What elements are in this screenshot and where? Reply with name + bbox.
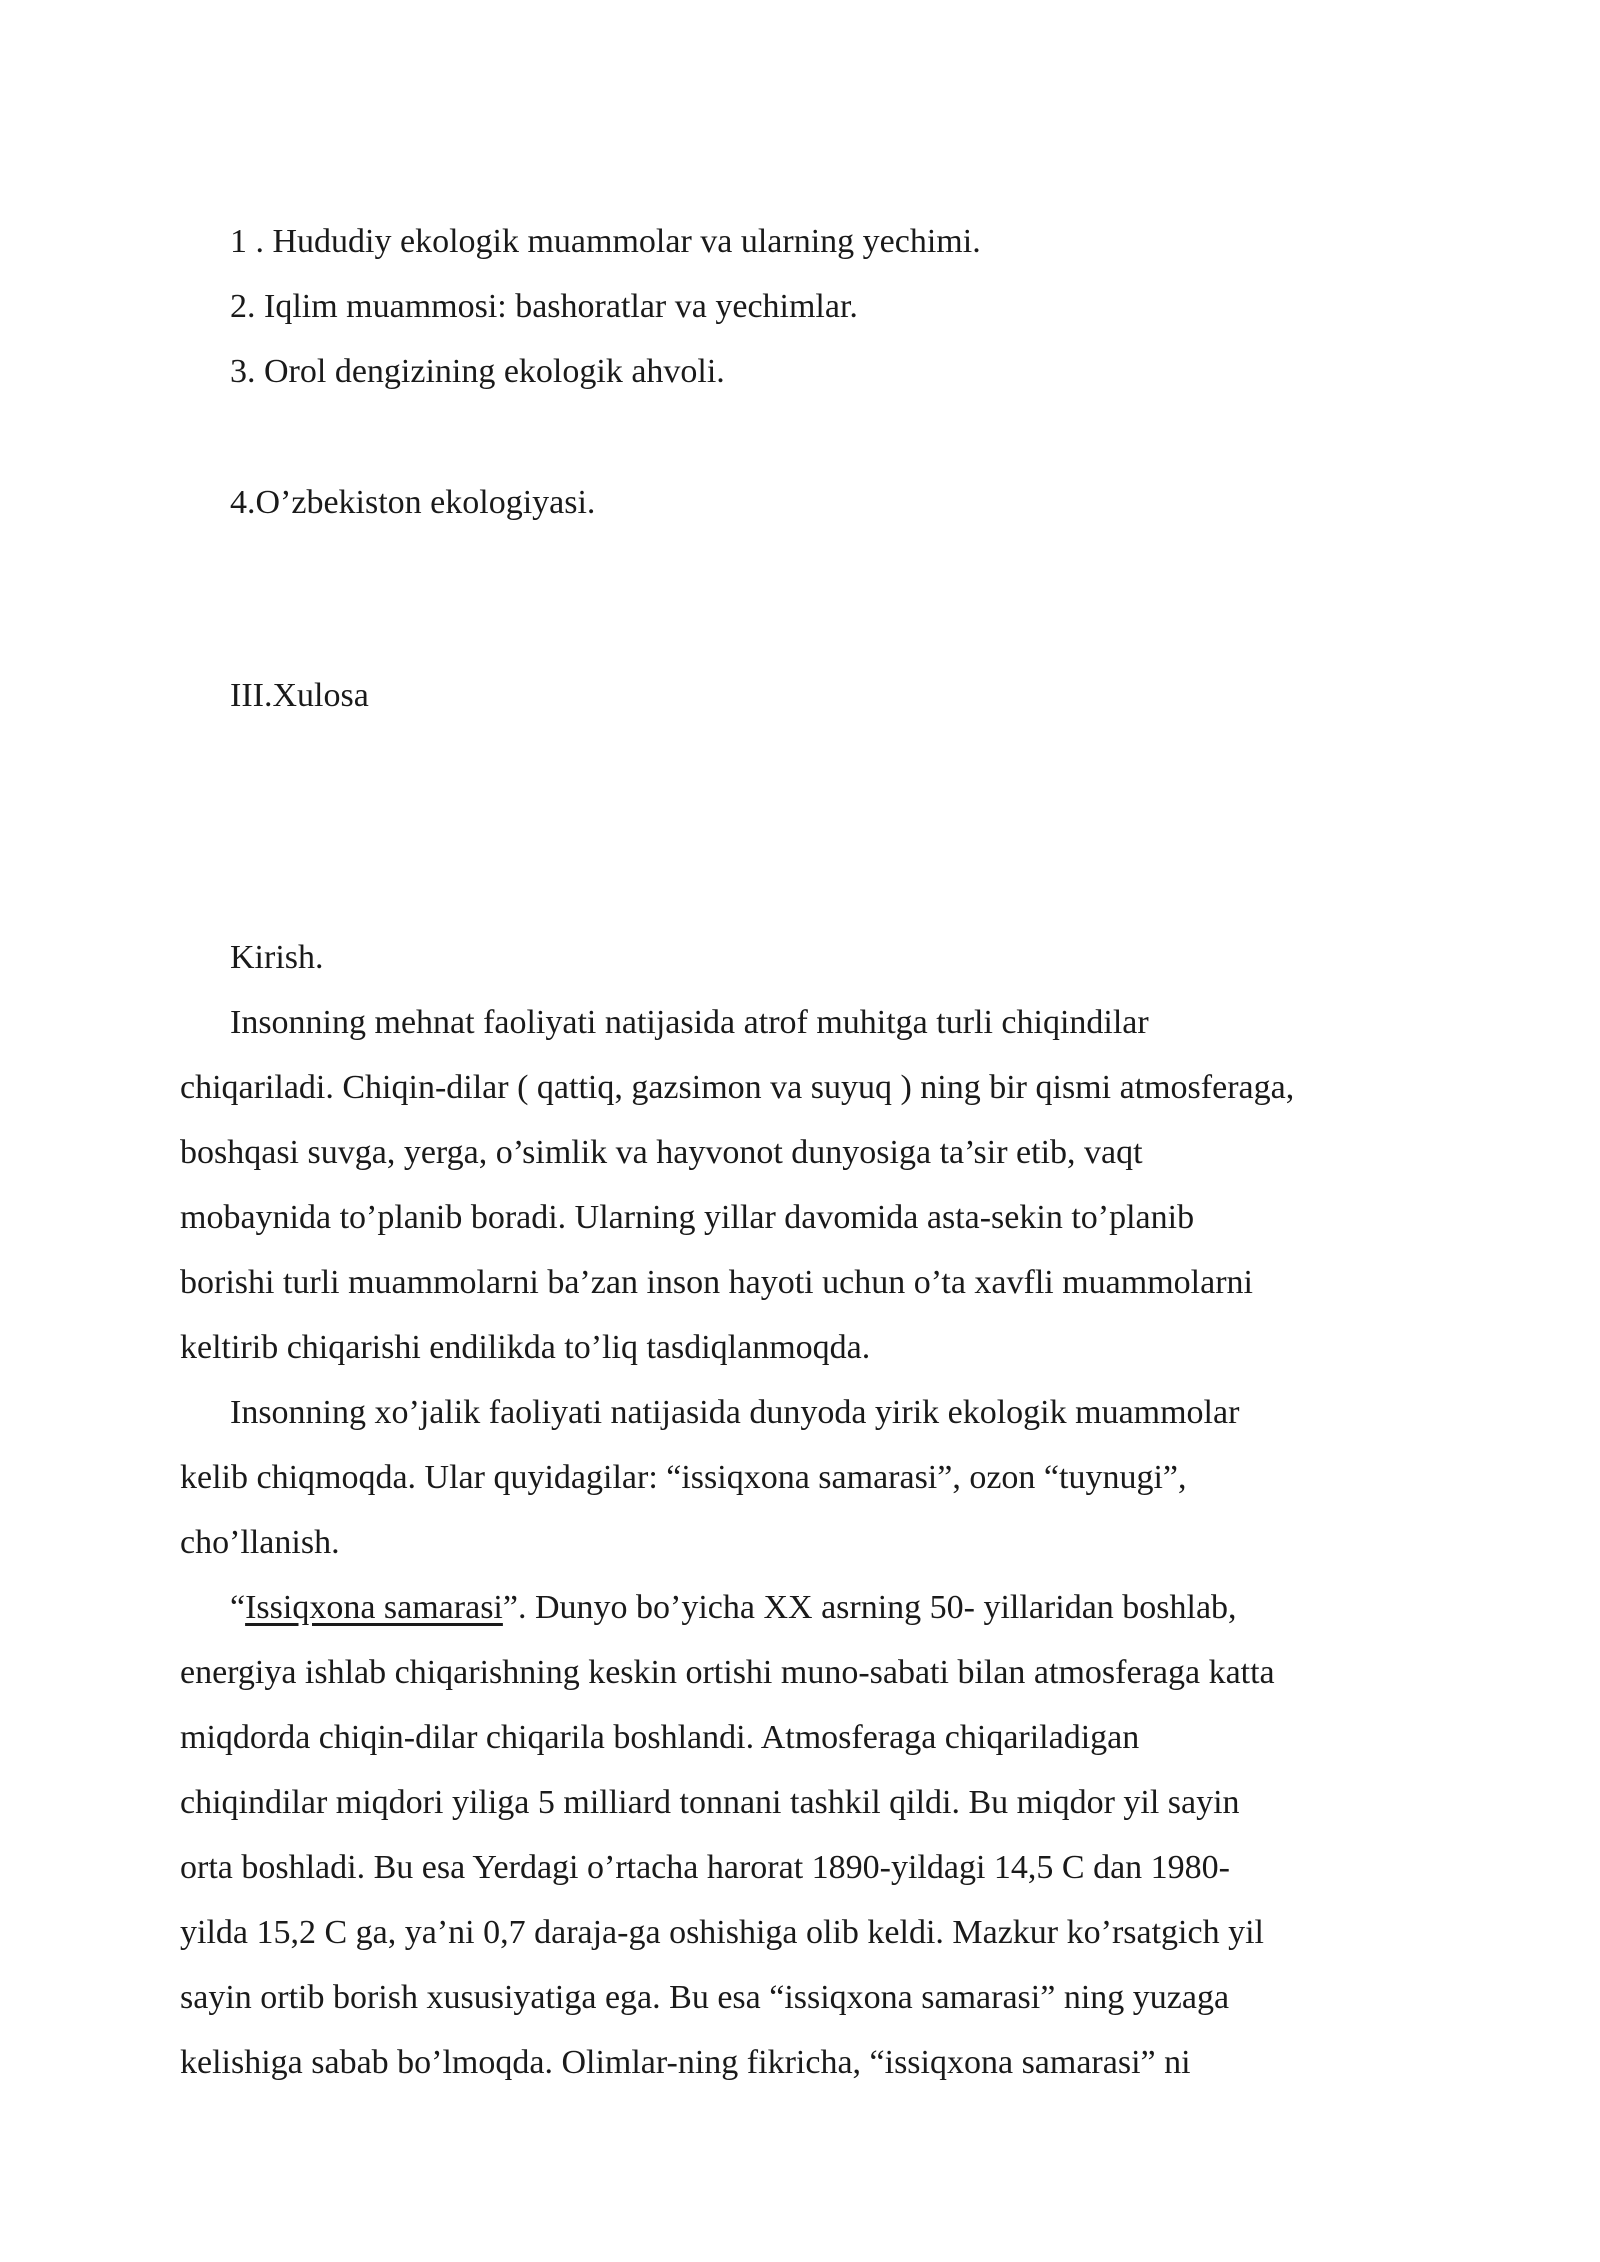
paragraph-3-line: kelishiga sabab bo’lmoqda. Olimlar-ning fikricha, “issiqxona samarasi” ni	[180, 2044, 1191, 2081]
paragraph-1-line: chiqariladi. Chiqin-dilar ( qattiq, gazsimon va suyuq ) ning bir qismi atmosferaga,	[180, 1069, 1295, 1106]
open-quote: “	[230, 1589, 246, 1626]
paragraph-1-line: Insonning mehnat faoliyati natijasida atrof muhitga turli chiqindilar	[230, 1004, 1149, 1041]
paragraph-1-line: borishi turli muammolarni ba’zan inson hayoti uchun o’ta xavfli muammolarni	[180, 1264, 1253, 1301]
paragraph-3-first-line-rest: ”. Dunyo bo’yicha XX asrning 50- yillaridan boshlab,	[502, 1589, 1237, 1626]
paragraph-2-line: Insonning xo’jalik faoliyati natijasida dunyoda yirik ekologik muammolar	[230, 1394, 1240, 1431]
issiqxona-samarasi-link[interactable]: Issiqxona samarasi	[245, 1589, 503, 1626]
intro-heading: Kirish.	[230, 939, 324, 976]
paragraph-3-line: sayin ortib borish xususiyatiga ega. Bu esa “issiqxona samarasi” ning yuzaga	[180, 1979, 1230, 2016]
conclusion-heading: III.Xulosa	[230, 677, 369, 714]
toc-item-2: 2. Iqlim muammosi: bashoratlar va yechimlar.	[230, 288, 858, 325]
paragraph-1-line: mobaynida to’planib boradi. Ularning yillar davomida asta-sekin to’planib	[180, 1199, 1195, 1236]
toc-item-4: 4.O’zbekiston ekologiyasi.	[230, 484, 596, 521]
paragraph-3-line: orta boshladi. Bu esa Yerdagi o’rtacha harorat 1890-yildagi 14,5 C dan 1980-	[180, 1849, 1230, 1886]
paragraph-3-line: chiqindilar miqdori yiliga 5 milliard tonnani tashkil qildi. Bu miqdor yil sayin	[180, 1784, 1240, 1821]
paragraph-1-line: keltirib chiqarishi endilikda to’liq tasdiqlanmoqda.	[180, 1329, 871, 1366]
paragraph-2-line: kelib chiqmoqda. Ular quyidagilar: “issiqxona samarasi”, ozon “tuynugi”,	[180, 1459, 1187, 1496]
paragraph-3-first-line	[230, 1588, 1237, 1628]
toc-item-1: 1 . Hududiy ekologik muammolar va ularning yechimi.	[230, 223, 981, 260]
paragraph-3-line: energiya ishlab chiqarishning keskin ortishi muno-sabati bilan atmosferaga katta	[180, 1654, 1275, 1691]
paragraph-2-line: cho’llanish.	[180, 1524, 340, 1561]
paragraph-3-line: yilda 15,2 C ga, ya’ni 0,7 daraja-ga oshishiga olib keldi. Mazkur ko’rsatgich yil	[180, 1914, 1264, 1951]
toc-item-3: 3. Orol dengizining ekologik ahvoli.	[230, 353, 725, 390]
paragraph-3-line: miqdorda chiqin-dilar chiqarila boshlandi. Atmosferaga chiqariladigan	[180, 1719, 1140, 1756]
paragraph-1-line: boshqasi suvga, yerga, o’simlik va hayvonot dunyosiga ta’sir etib, vaqt	[180, 1134, 1143, 1171]
